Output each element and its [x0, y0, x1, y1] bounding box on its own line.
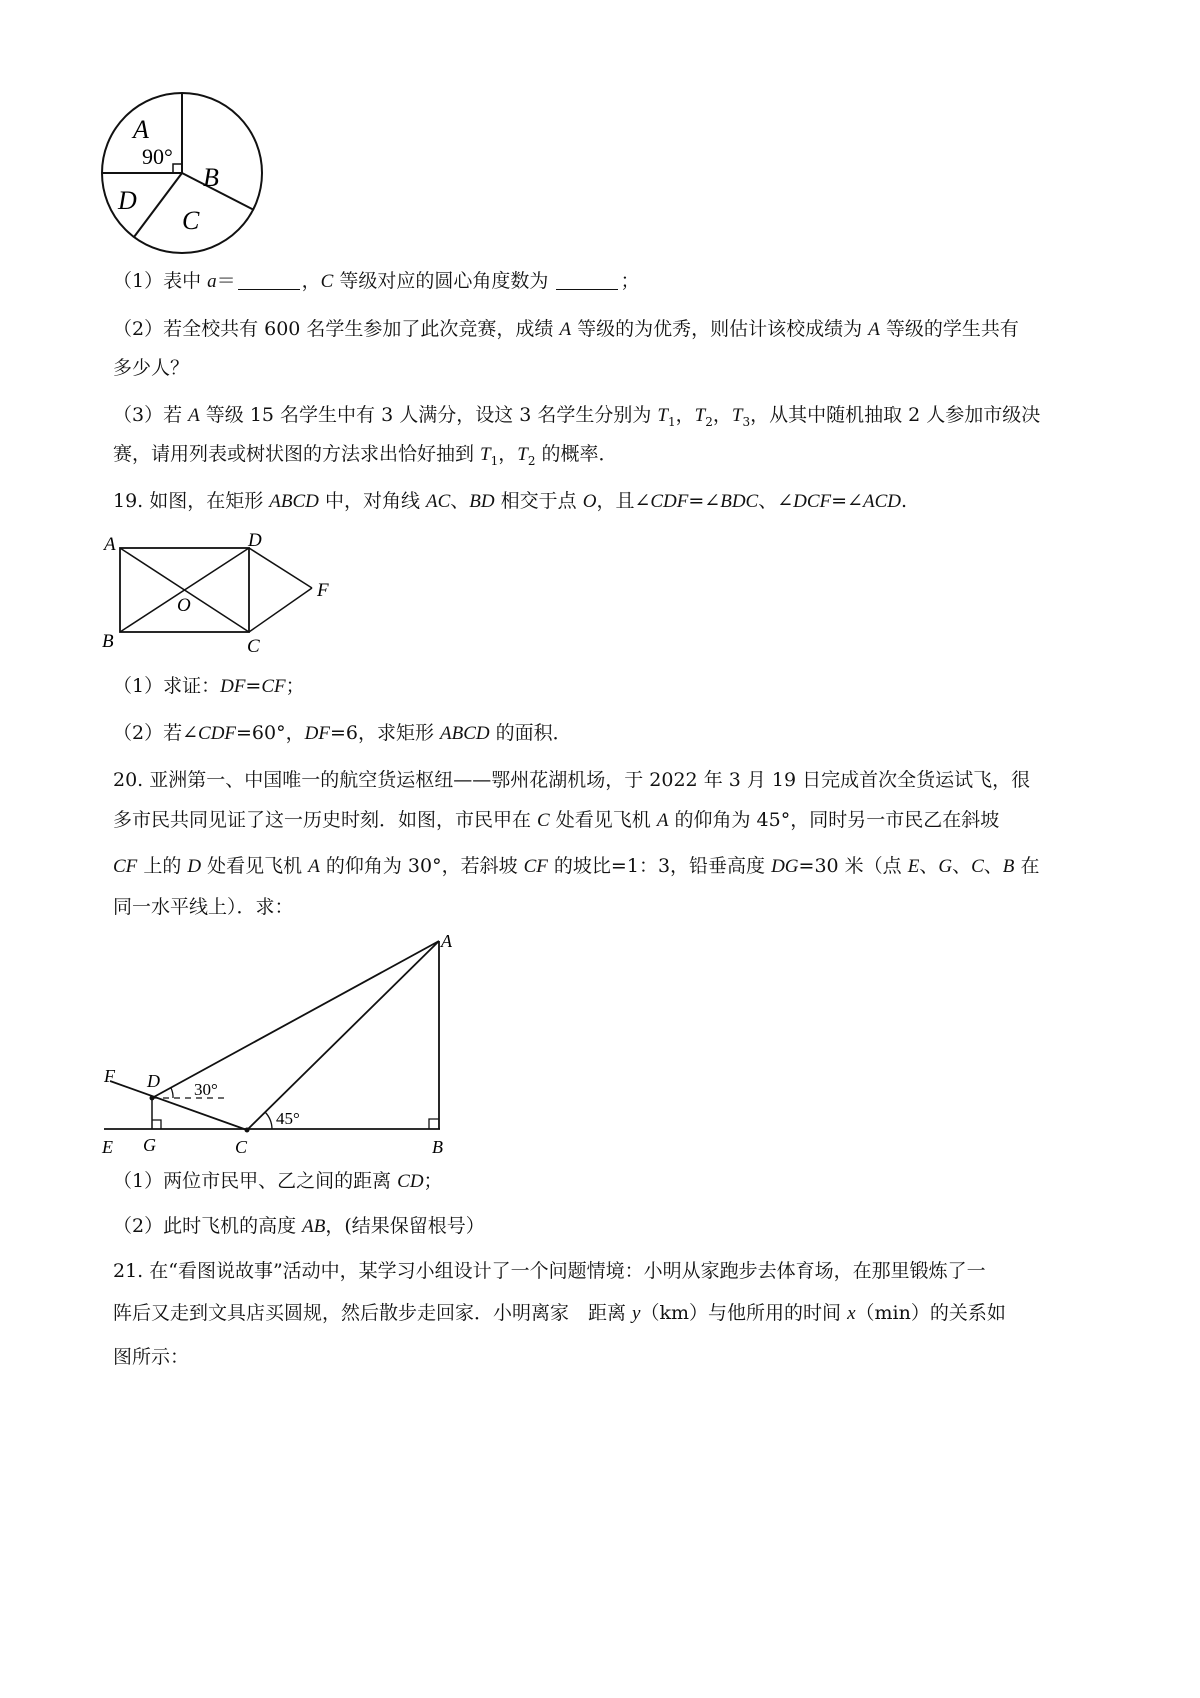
fig20-label-e: E [102, 1137, 113, 1157]
q18-part3-line2: 赛，请用列表或树状图的方法求出恰好抽到 $T_1$，$T_2$ 的概率． [113, 443, 618, 468]
blank-a [238, 289, 300, 290]
fig20-label-g: G [143, 1135, 156, 1155]
fig20-label-a: A [441, 931, 452, 951]
q18-part2-line1: （2）若全校共有 600 名学生参加了此次竞赛，成绩 A 等级的为优秀，则估计该校成绩为 A 等级的学生共有 [113, 318, 1019, 340]
pie-label-c: C [182, 206, 200, 235]
rect-label-b: B [102, 631, 114, 652]
q20-part2: （2）此时飞机的高度 AB，(结果保留根号） [113, 1215, 485, 1237]
pie-label-b: B [203, 163, 219, 192]
blank-c-angle [556, 289, 618, 290]
pie-label-d: D [118, 186, 137, 215]
rectangle-figure [100, 526, 360, 661]
airplane-elevation-figure [95, 925, 475, 1165]
fig20-label-d: D [147, 1071, 160, 1091]
q20-line3: CF 上的 D 处看见飞机 A 的仰角为 30°，若斜坡 CF 的坡比=1：3，铅垂高度 DG=30 米（点 E、G、C、B 在 [113, 855, 1040, 877]
q19-stem: 19. 如图，在矩形 ABCD 中，对角线 AC、BD 相交于点 O，且∠CDF=∠BDC、∠DCF=∠ACD. [113, 490, 908, 512]
pie-angle-label: 90° [142, 144, 173, 169]
q21-line3: 图所示： [113, 1346, 190, 1368]
q19-part1: （1）求证：DF=CF； [113, 675, 305, 697]
rect-label-d: D [248, 530, 262, 551]
rect-label-f: F [317, 580, 329, 601]
q20-line4: 同一水平线上）．求： [113, 896, 294, 918]
fig20-angle-30: 30° [194, 1080, 218, 1099]
pie-label-a: A [133, 115, 149, 144]
fig20-label-b: B [432, 1137, 443, 1157]
fig20-label-c: C [235, 1137, 248, 1157]
q20-part1: （1）两位市民甲、乙之间的距离 CD； [113, 1170, 443, 1192]
rect-label-c: C [247, 636, 260, 657]
q18-part2-line2: 多少人？ [113, 357, 190, 379]
q19-part2: （2）若∠CDF=60°，DF=6，求矩形 ABCD 的面积． [113, 722, 572, 744]
q21-line2: 阵后又走到文具店买圆规，然后散步走回家．小明离家 距离 y（km）与他所用的时间 x（min）的关系如 [113, 1302, 1006, 1324]
pie-chart-figure [100, 88, 290, 268]
rect-label-a: A [104, 534, 116, 555]
q21-line1: 21. 在“看图说故事”活动中，某学习小组设计了一个问题情境：小明从家跑步去体育场，在那里锻炼了一 [113, 1260, 986, 1282]
q20-line1: 20. 亚洲第一、中国唯一的航空货运枢纽——鄂州花湖机场，于 2022 年 3 月 19 日完成首次全货运试飞，很 [113, 769, 1031, 791]
q20-line2: 多市民共同见证了这一历史时刻．如图，市民甲在 C 处看见飞机 A 的仰角为 45°，同时另一市民乙在斜坡 [113, 809, 1000, 831]
q18-part1: （1）表中 a＝ ，C 等级对应的圆心角度数为 ； [113, 270, 640, 292]
rect-label-o: O [177, 595, 191, 616]
fig20-label-f: F [104, 1066, 115, 1086]
q18-part3-line1: （3）若 A 等级 15 名学生中有 3 人满分，设这 3 名学生分别为 $T_1$，$T_2$，$T_3$，从其中随机抽取 2 人参加市级决 [113, 404, 1041, 429]
fig20-angle-45: 45° [276, 1109, 300, 1128]
